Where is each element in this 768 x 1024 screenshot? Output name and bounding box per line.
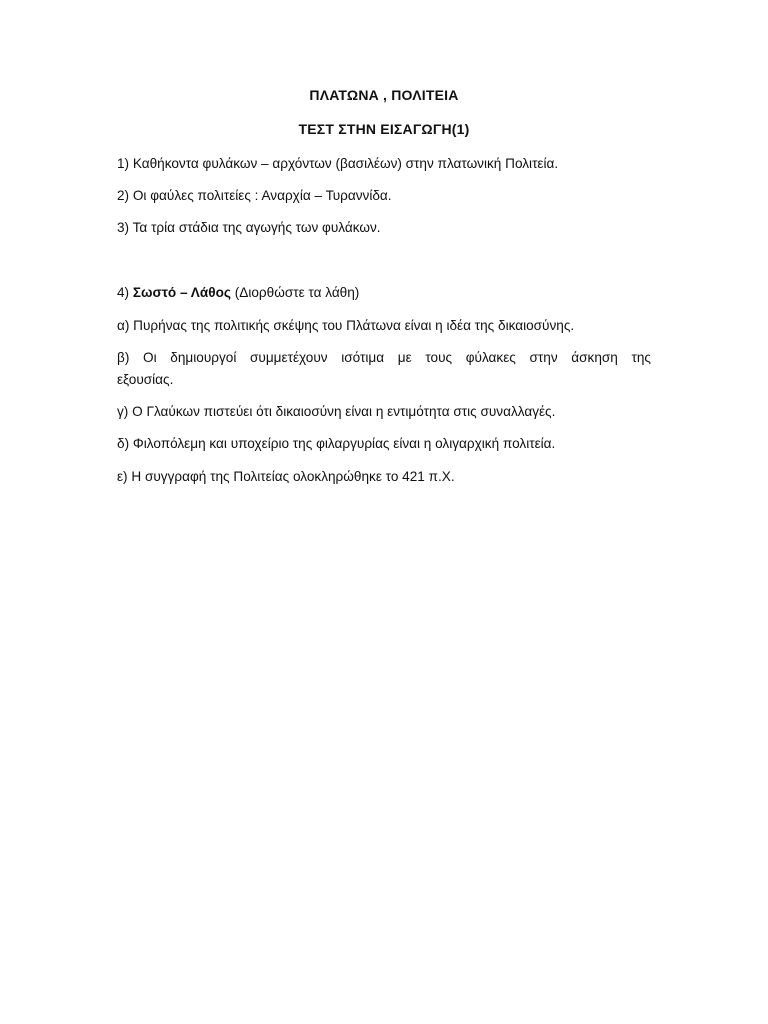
question-4-number: 4) xyxy=(117,285,133,300)
statement-a: α) Πυρήνας της πολιτικής σκέψης του Πλάτωνα είναι η ιδέα της δικαιοσύνης. xyxy=(117,318,575,333)
question-4 xyxy=(117,285,651,301)
question-4-heading: Σωστό – Λάθος xyxy=(132,285,231,300)
document-title: ΠΛΑΤΩΝΑ , ΠΟΛΙΤΕΙΑ xyxy=(309,87,459,103)
question-3: 3) Τα τρία στάδια της αγωγής των φυλάκων. xyxy=(117,220,381,235)
question-2: 2) Οι φαύλες πολιτείες : Αναρχία – Τυραννίδα. xyxy=(117,188,392,203)
question-1: 1) Καθήκοντα φυλάκων – αρχόντων (βασιλέων) στην πλατωνική Πολιτεία. xyxy=(117,156,559,171)
document-subtitle: ΤΕΣΤ ΣΤΗΝ ΕΙΣΑΓΩΓΗ(1) xyxy=(298,121,470,137)
statement-b-line-2: εξουσίας. xyxy=(117,372,174,387)
statement-c: γ) Ο Γλαύκων πιστεύει ότι δικαιοσύνη είναι η εντιμότητα στις συναλλαγές. xyxy=(117,404,556,419)
statement-e: ε) Η συγγραφή της Πολιτείας ολοκληρώθηκε το 421 π.Χ. xyxy=(117,469,455,484)
question-4-instruction: (Διορθώστε τα λάθη) xyxy=(230,285,360,300)
statement-b-line-1: β) Οι δημιουργοί συμμετέχουν ισότιμα με τους φύλακες στην άσκηση της xyxy=(117,350,651,365)
statement-d: δ) Φιλοπόλεμη και υποχείριο της φιλαργυρίας είναι η ολιγαρχική πολιτεία. xyxy=(117,436,556,451)
